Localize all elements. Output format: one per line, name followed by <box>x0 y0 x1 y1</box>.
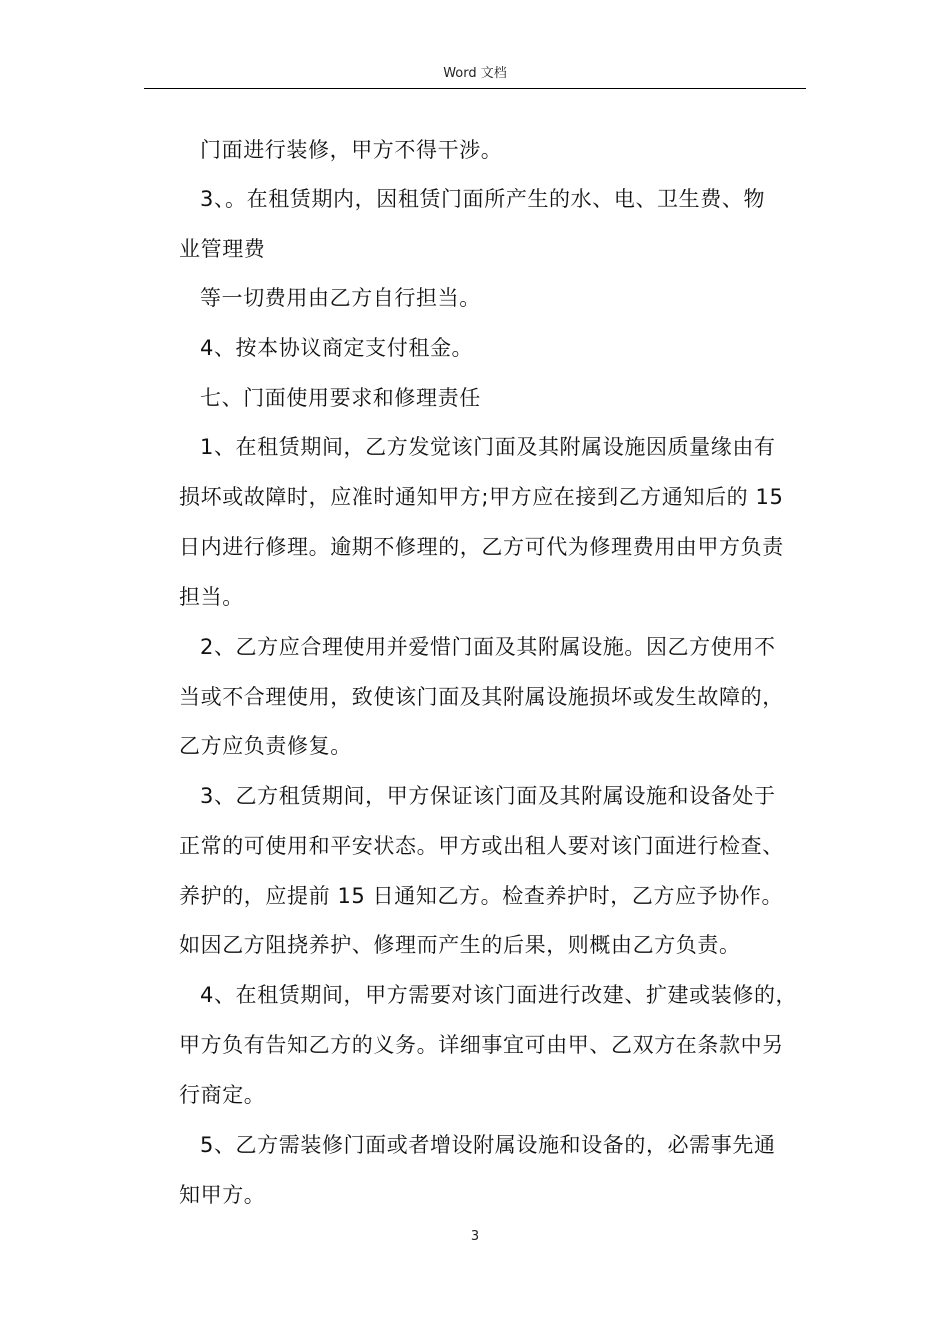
page-number: 3 <box>470 1229 480 1244</box>
text-line: 业管理费 <box>179 237 266 261</box>
text-line: 如因乙方阻挠养护、修理而产生的后果，则概由乙方负责。 <box>179 933 741 957</box>
text-line: 正常的可使用和平安状态。甲方或出租人要对该门面进行检查、 <box>179 834 784 858</box>
text-line: 乙方应负责修复。 <box>179 734 352 758</box>
text-line: 甲方负有告知乙方的义务。详细事宜可由甲、乙双方在条款中另 <box>179 1033 784 1057</box>
text-line: 4、在租赁期间，甲方需要对该门面进行改建、扩建或装修的， <box>200 983 798 1007</box>
text-line: 行商定。 <box>179 1083 266 1107</box>
section-heading: 七、门面使用要求和修理责任 <box>200 386 481 410</box>
page-header: Word 文档 <box>443 66 507 81</box>
text-line: 知甲方。 <box>179 1183 266 1207</box>
text-line: 养护的，应提前 15 日通知乙方。检查养护时，乙方应予协作。 <box>179 884 784 908</box>
text-line: 担当。 <box>179 585 244 609</box>
text-line: 2、乙方应合理使用并爱惜门面及其附属设施。因乙方使用不 <box>200 635 776 659</box>
text-line: 5、乙方需装修门面或者增设附属设施和设备的，必需事先通 <box>200 1133 776 1157</box>
text-line: 3、。在租赁期内，因租赁门面所产生的水、电、卫生费、物 <box>200 187 766 211</box>
text-line: 等一切费用由乙方自行担当。 <box>200 286 481 310</box>
text-line: 日内进行修理。逾期不修理的，乙方可代为修理费用由甲方负责 <box>179 535 784 559</box>
text-line: 当或不合理使用，致使该门面及其附属设施损坏或发生故障的， <box>179 685 784 709</box>
text-line: 1、在租赁期间，乙方发觉该门面及其附属设施因质量缘由有 <box>200 435 776 459</box>
text-line: 门面进行装修，甲方不得干涉。 <box>200 138 503 162</box>
text-line: 4、按本协议商定支付租金。 <box>200 336 474 360</box>
text-line: 3、乙方租赁期间，甲方保证该门面及其附属设施和设备处于 <box>200 784 776 808</box>
text-line: 损坏或故障时，应准时通知甲方;甲方应在接到乙方通知后的 15 <box>179 485 784 509</box>
